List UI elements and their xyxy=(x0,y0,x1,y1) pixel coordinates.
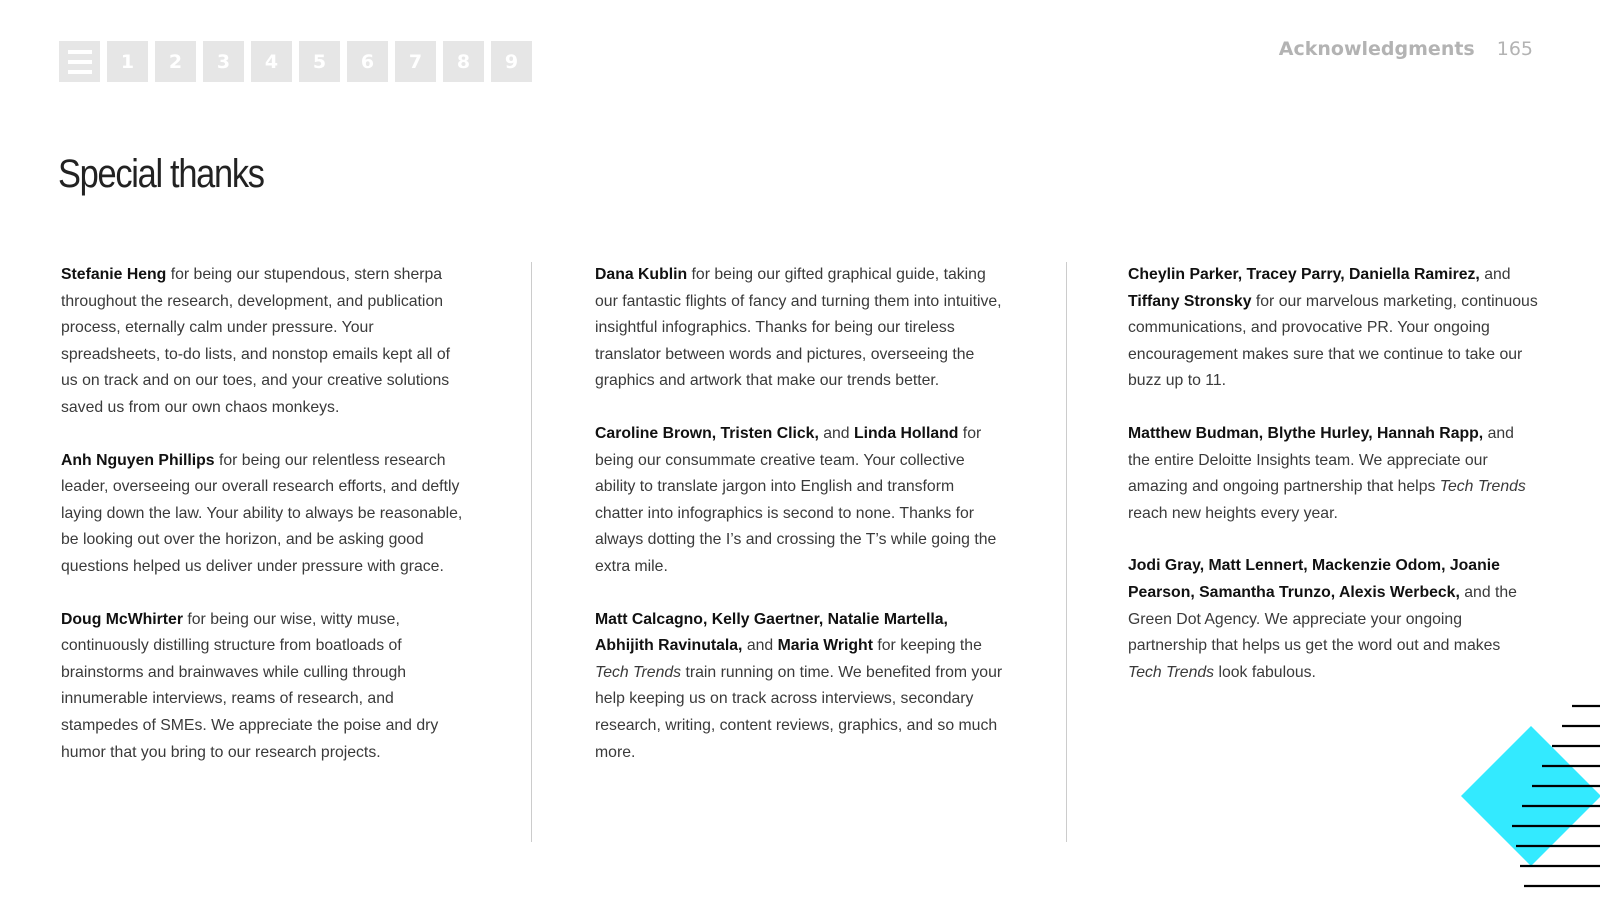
acknowledgment-text: for keeping the xyxy=(872,637,982,655)
acknowledged-names: Anh Nguyen Phillips xyxy=(61,451,215,469)
chapter-3-button[interactable]: 3 xyxy=(203,41,244,82)
chapter-9-button[interactable]: 9 xyxy=(491,41,532,82)
acknowledged-names: Tiffany Stronsky xyxy=(1128,292,1252,310)
chapter-5-button[interactable]: 5 xyxy=(299,41,340,82)
chapter-8-button[interactable]: 8 xyxy=(443,41,484,82)
acknowledgment-text: reach new heights every year. xyxy=(1128,504,1338,522)
acknowledged-names: Matt Calcagno, Kelly Gaertner, Natalie Martella, Abhijith Ravinutala, xyxy=(595,610,948,655)
acknowledgment-text: for being our relentless research leader, overseeing our overall research efforts, and deftly laying down the law. Your ability to always be reasonable, be looking out over the horizon, and be asking good questions helped us deliver under pressure with grace. xyxy=(61,451,463,575)
acknowledged-names: Caroline Brown, Tristen Click, xyxy=(595,424,819,442)
publication-title: Tech Trends xyxy=(1128,663,1215,681)
acknowledgment-text: for being our wise, witty muse, continuously distilling structure from boatloads of brainstorms and brainwaves while culling through innumerable interviews, reams of research, and stampedes of SMEs. We appreciate the poise and dry humor that you bring to our research projects. xyxy=(61,610,439,761)
acknowledgment-text: and the Green Dot Agency. We appreciate your ongoing partnership that helps us get the word out and makes xyxy=(1128,583,1517,655)
acknowledged-names: Jodi Gray, Matt Lennert, Mackenzie Odom, Joanie Pearson, Samantha Trunzo, Alexis Werbeck, xyxy=(1128,557,1500,601)
acknowledged-names: Matthew Budman, Blythe Hurley, Hannah Rapp, xyxy=(1128,424,1484,442)
acknowledgment-text: and xyxy=(818,424,854,442)
acknowledged-names: Stefanie Heng xyxy=(61,266,167,283)
chapter-1-button[interactable]: 1 xyxy=(107,41,148,82)
acknowledgment-text: for being our gifted graphical guide, taking our fantastic flights of fancy and turning them into intuitive, insightful infographics. Thanks for being our tireless translator between words and pictures, overseeing the graphics and artwork that make our trends better. xyxy=(595,266,1002,390)
acknowledgment-text: for being our consummate creative team. Your collective ability to translate jargon into English and transform chatter into infographics is second to none. Thanks for always dotting the I’s and crossing the T’s while going the extra mile. xyxy=(595,424,997,575)
acknowledgment-text: and xyxy=(1479,266,1511,283)
page-title: Special thanks xyxy=(58,152,264,196)
acknowledgment-text: for our marvelous marketing, continuous communications, and provocative PR. Your ongoing encouragement makes sure that we continue to take our buzz up to 11. xyxy=(1128,292,1538,390)
page-number: 165 xyxy=(1496,38,1533,60)
publication-title: Tech Trends xyxy=(595,663,682,681)
section-name: Acknowledgments xyxy=(1278,38,1475,60)
acknowledgment-text: and the entire Deloitte Insights team. We appreciate our amazing and ongoing partnership that helps xyxy=(1128,424,1514,496)
acknowledgment-text: for being our stupendous, stern sherpa throughout the research, development, and publication process, eternally calm under pressure. Your spreadsheets, to-do lists, and nonstop emails kept all of us on track and on our toes, and your creative solutions saved us from our own chaos monkeys. xyxy=(61,266,450,416)
acknowledgment-text: and xyxy=(742,637,778,655)
acknowledged-names: Maria Wright xyxy=(777,637,873,655)
acknowledgment-text: look fabulous. xyxy=(1214,663,1316,681)
publication-title: Tech Trends xyxy=(1439,478,1526,496)
acknowledged-names: Linda Holland xyxy=(853,424,959,442)
acknowledged-names: Doug McWhirter xyxy=(61,610,183,628)
acknowledged-names: Dana Kublin xyxy=(595,266,688,283)
acknowledgment-text: train running on time. We benefited from your help keeping us on track across interviews, secondary research, writing, content reviews, graphics, and so much more. xyxy=(595,663,1003,761)
chapter-7-button[interactable]: 7 xyxy=(395,41,436,82)
acknowledged-names: Cheylin Parker, Tracey Parry, Daniella Ramirez, xyxy=(1128,266,1480,283)
chapter-4-button[interactable]: 4 xyxy=(251,41,292,82)
chapter-2-button[interactable]: 2 xyxy=(155,41,196,82)
chapter-6-button[interactable]: 6 xyxy=(347,41,388,82)
